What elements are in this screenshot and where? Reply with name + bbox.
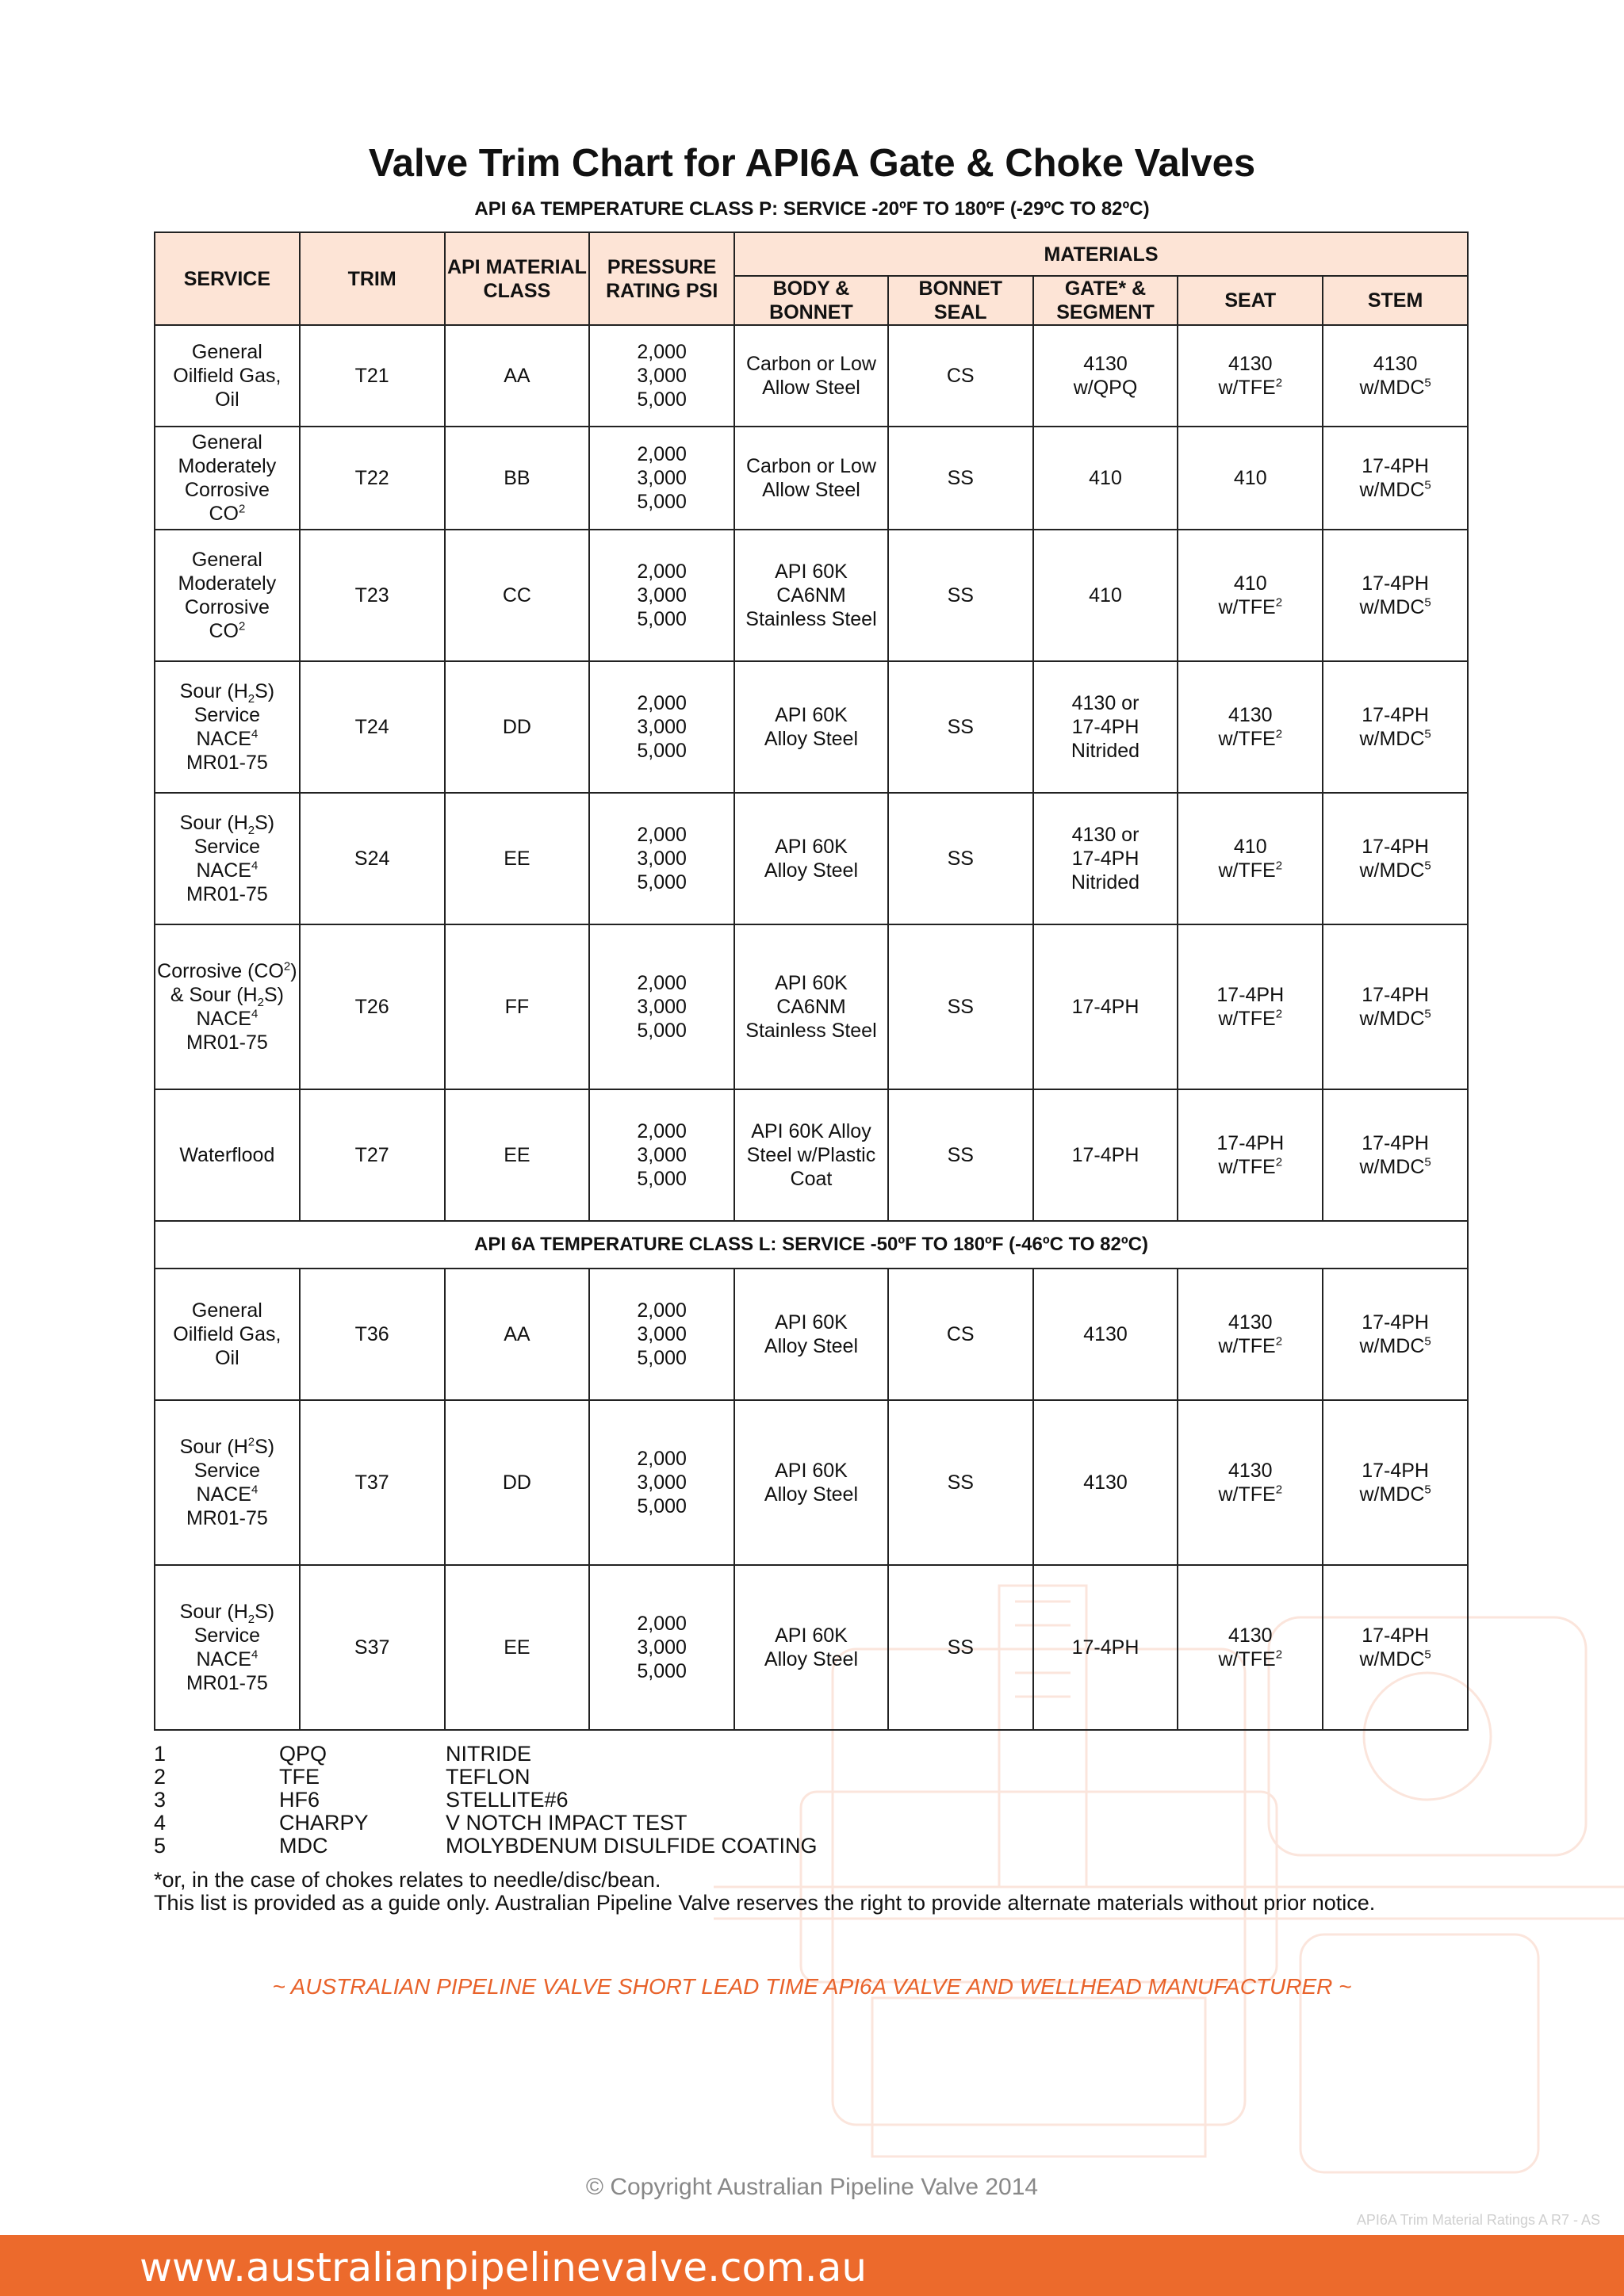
- bonnet-seal-cell: SS: [888, 924, 1033, 1089]
- table-row: [155, 1400, 1468, 1565]
- body-bonnet-cell: Carbon or Low Allow Steel: [734, 427, 888, 530]
- table-row: [155, 427, 1468, 530]
- trim-cell: S37: [300, 1565, 445, 1730]
- disclaimer: [154, 1869, 1375, 1915]
- stem-cell: 17-4PH w/MDC$^5$: [1323, 427, 1468, 530]
- pressure-cell: 2,000 3,000 5,000: [589, 1089, 734, 1221]
- bonnet-seal-cell: SS: [888, 793, 1033, 924]
- seat-cell: 410 w/TFE$^2$: [1178, 530, 1323, 661]
- header-body-bonnet: BODY & BONNET: [734, 276, 888, 325]
- service-cell: General Oilfield Gas, Oil: [155, 1269, 300, 1400]
- seat-cell: 4130 w/TFE$^2$: [1178, 1400, 1323, 1565]
- pressure-cell: 2,000 3,000 5,000: [589, 1400, 734, 1565]
- footer-bar: [0, 2235, 1624, 2296]
- pressure-cell: 2,000 3,000 5,000: [589, 427, 734, 530]
- api-class-cell: EE: [445, 1565, 590, 1730]
- manufacturer-tagline: ~ AUSTRALIAN PIPELINE VALVE SHORT LEAD TIME API6A VALVE AND WELLHEAD MANUFACTURER ~: [272, 1974, 1352, 1999]
- document-reference: API6A Trim Material Ratings A R7 - AS: [1356, 2212, 1600, 2228]
- api-class-cell: BB: [445, 427, 590, 530]
- pressure-cell: 2,000 3,000 5,000: [589, 1565, 734, 1730]
- trim-cell: T21: [300, 325, 445, 427]
- trim-cell: T27: [300, 1089, 445, 1221]
- seat-cell: 410: [1178, 427, 1323, 530]
- table-row: [155, 924, 1468, 1089]
- bonnet-seal-cell: CS: [888, 325, 1033, 427]
- seat-cell: 410 w/TFE$^2$: [1178, 793, 1323, 924]
- footnote-number: 4: [154, 1811, 167, 1835]
- table-row: [155, 325, 1468, 427]
- body-bonnet-cell: API 60K Alloy Steel: [734, 1565, 888, 1730]
- service-cell: General Oilfield Gas, Oil: [155, 325, 300, 427]
- gate-segment-cell: 17-4PH: [1033, 1565, 1178, 1730]
- table-row: [155, 1269, 1468, 1400]
- copyright: © Copyright Australian Pipeline Valve 2014: [585, 2174, 1039, 2200]
- header-service: SERVICE: [155, 232, 300, 325]
- body-bonnet-cell: Carbon or Low Allow Steel: [734, 325, 888, 427]
- class-l-section-header: API 6A TEMPERATURE CLASS L: SERVICE -50ºF TO 180ºF (-46ºC TO 82ºC): [155, 1221, 1468, 1269]
- header-materials: MATERIALS: [734, 232, 1468, 276]
- footnote-number: 5: [154, 1834, 167, 1858]
- gate-segment-cell: 4130: [1033, 1400, 1178, 1565]
- footnote-description: NITRIDE: [446, 1742, 531, 1766]
- api-class-cell: DD: [445, 1400, 590, 1565]
- footnotes: [154, 1743, 818, 1858]
- service-cell: Sour $(H_2S)$ Service NACE$^4$ MR01-75: [155, 661, 300, 793]
- body-bonnet-cell: API 60K CA6NM Stainless Steel: [734, 530, 888, 661]
- seat-cell: 17-4PH w/TFE$^2$: [1178, 924, 1323, 1089]
- trim-cell: T26: [300, 924, 445, 1089]
- gate-segment-cell: 4130 or 17-4PH Nitrided: [1033, 793, 1178, 924]
- trim-cell: T36: [300, 1269, 445, 1400]
- table-row: [155, 793, 1468, 924]
- footnote-number: 3: [154, 1788, 167, 1812]
- api-class-cell: AA: [445, 325, 590, 427]
- stem-cell: 17-4PH w/MDC$^5$: [1323, 661, 1468, 793]
- body-bonnet-cell: API 60K Alloy Steel: [734, 1400, 888, 1565]
- footnote-row: [154, 1812, 818, 1835]
- gate-segment-cell: 4130 w/QPQ: [1033, 325, 1178, 427]
- service-cell: Waterflood: [155, 1089, 300, 1221]
- bonnet-seal-cell: SS: [888, 427, 1033, 530]
- guide-note: This list is provided as a guide only. Australian Pipeline Valve reserves the right to provide alternate materials without prior notice.: [154, 1891, 1376, 1915]
- stem-cell: 17-4PH w/MDC$^5$: [1323, 1400, 1468, 1565]
- bonnet-seal-cell: SS: [888, 1565, 1033, 1730]
- website-link[interactable]: www.australianpipelinevalve.com.au: [140, 2244, 868, 2290]
- bonnet-seal-cell: SS: [888, 1089, 1033, 1221]
- api-class-cell: FF: [445, 924, 590, 1089]
- trim-cell: S24: [300, 793, 445, 924]
- valve-trim-table: [154, 232, 1469, 1731]
- footnote-number: 1: [154, 1742, 167, 1766]
- header-gate-segment: GATE* & SEGMENT: [1033, 276, 1178, 325]
- header-seat: SEAT: [1178, 276, 1323, 325]
- seat-cell: 17-4PH w/TFE$^2$: [1178, 1089, 1323, 1221]
- footnote-abbreviation: TFE: [279, 1765, 320, 1789]
- body-bonnet-cell: API 60K Alloy Steel: [734, 661, 888, 793]
- api-class-cell: EE: [445, 1089, 590, 1221]
- trim-cell: T37: [300, 1400, 445, 1565]
- trim-cell: T24: [300, 661, 445, 793]
- api-class-cell: AA: [445, 1269, 590, 1400]
- api-class-cell: EE: [445, 793, 590, 924]
- pressure-cell: 2,000 3,000 5,000: [589, 325, 734, 427]
- stem-cell: 4130 w/MDC$^5$: [1323, 325, 1468, 427]
- service-cell: Corrosive $(CO^2)$ & Sour $(H_2S)$ NACE$^4$ MR01-75: [155, 924, 300, 1089]
- header-trim: TRIM: [300, 232, 445, 325]
- bonnet-seal-cell: SS: [888, 1400, 1033, 1565]
- footnote-row: [154, 1743, 818, 1766]
- pressure-cell: 2,000 3,000 5,000: [589, 793, 734, 924]
- body-bonnet-cell: API 60K Alloy Steel: [734, 1269, 888, 1400]
- gate-segment-cell: 4130 or 17-4PH Nitrided: [1033, 661, 1178, 793]
- footnote-description: TEFLON: [446, 1765, 530, 1789]
- gate-segment-cell: 17-4PH: [1033, 1089, 1178, 1221]
- api-class-cell: DD: [445, 661, 590, 793]
- stem-cell: 17-4PH w/MDC$^5$: [1323, 793, 1468, 924]
- header-bonnet-seal: BONNET SEAL: [888, 276, 1033, 325]
- service-cell: General Moderately Corrosive $CO^2$: [155, 427, 300, 530]
- trim-cell: T23: [300, 530, 445, 661]
- seat-cell: 4130 w/TFE$^2$: [1178, 1269, 1323, 1400]
- table-row: [155, 1089, 1468, 1221]
- table-row: [155, 1565, 1468, 1730]
- bonnet-seal-cell: SS: [888, 530, 1033, 661]
- header-stem: STEM: [1323, 276, 1468, 325]
- service-cell: Sour $(H_2S)$ Service NACE$^4$ MR01-75: [155, 1565, 300, 1730]
- footnote-abbreviation: CHARPY: [279, 1811, 369, 1835]
- header-pressure-rating: PRESSURE RATING PSI: [589, 232, 734, 325]
- stem-cell: 17-4PH w/MDC$^5$: [1323, 530, 1468, 661]
- gate-segment-cell: 4130: [1033, 1269, 1178, 1400]
- footnote-row: [154, 1789, 818, 1812]
- pressure-cell: 2,000 3,000 5,000: [589, 1269, 734, 1400]
- footnote-abbreviation: HF6: [279, 1788, 320, 1812]
- body-bonnet-cell: API 60K Alloy Steel w/Plastic Coat: [734, 1089, 888, 1221]
- page-title: Valve Trim Chart for API6A Gate & Choke Valves: [368, 142, 1256, 185]
- footnote-description: MOLYBDENUM DISULFIDE COATING: [446, 1834, 818, 1858]
- pressure-cell: 2,000 3,000 5,000: [589, 924, 734, 1089]
- stem-cell: 17-4PH w/MDC$^5$: [1323, 1269, 1468, 1400]
- header-api-material-class: API MATERIAL CLASS: [445, 232, 590, 325]
- gate-segment-cell: 17-4PH: [1033, 924, 1178, 1089]
- service-cell: Sour $(H^2S)$ Service NACE$^4$ MR01-75: [155, 1400, 300, 1565]
- bonnet-seal-cell: SS: [888, 661, 1033, 793]
- table-row: [155, 661, 1468, 793]
- gate-segment-cell: 410: [1033, 427, 1178, 530]
- footnote-row: [154, 1835, 818, 1858]
- footnote-description: V NOTCH IMPACT TEST: [446, 1811, 688, 1835]
- footnote-abbreviation: MDC: [279, 1834, 328, 1858]
- seat-cell: 4130 w/TFE$^2$: [1178, 1565, 1323, 1730]
- footnote-description: STELLITE#6: [446, 1788, 569, 1812]
- api-class-cell: CC: [445, 530, 590, 661]
- seat-cell: 4130 w/TFE$^2$: [1178, 325, 1323, 427]
- chokes-note: *or, in the case of chokes relates to needle/disc/bean.: [154, 1868, 661, 1892]
- footnote-number: 2: [154, 1765, 167, 1789]
- service-cell: Sour $(H_2S)$ Service NACE$^4$ MR01-75: [155, 793, 300, 924]
- footnote-row: [154, 1766, 818, 1789]
- pressure-cell: 2,000 3,000 5,000: [589, 661, 734, 793]
- class-p-subtitle: API 6A TEMPERATURE CLASS P: SERVICE -20ºF TO 180ºF (-29ºC TO 82ºC): [474, 198, 1150, 220]
- stem-cell: 17-4PH w/MDC$^5$: [1323, 1089, 1468, 1221]
- seat-cell: 4130 w/TFE$^2$: [1178, 661, 1323, 793]
- body-bonnet-cell: API 60K CA6NM Stainless Steel: [734, 924, 888, 1089]
- trim-cell: T22: [300, 427, 445, 530]
- body-bonnet-cell: API 60K Alloy Steel: [734, 793, 888, 924]
- service-cell: General Moderately Corrosive $CO^2$: [155, 530, 300, 661]
- gate-segment-cell: 410: [1033, 530, 1178, 661]
- bonnet-seal-cell: CS: [888, 1269, 1033, 1400]
- stem-cell: 17-4PH w/MDC$^5$: [1323, 1565, 1468, 1730]
- stem-cell: 17-4PH w/MDC$^5$: [1323, 924, 1468, 1089]
- class-p-rows: [155, 325, 1468, 1221]
- pressure-cell: 2,000 3,000 5,000: [589, 530, 734, 661]
- table-row: [155, 530, 1468, 661]
- footnote-abbreviation: QPQ: [279, 1742, 327, 1766]
- class-l-rows: [155, 1269, 1468, 1730]
